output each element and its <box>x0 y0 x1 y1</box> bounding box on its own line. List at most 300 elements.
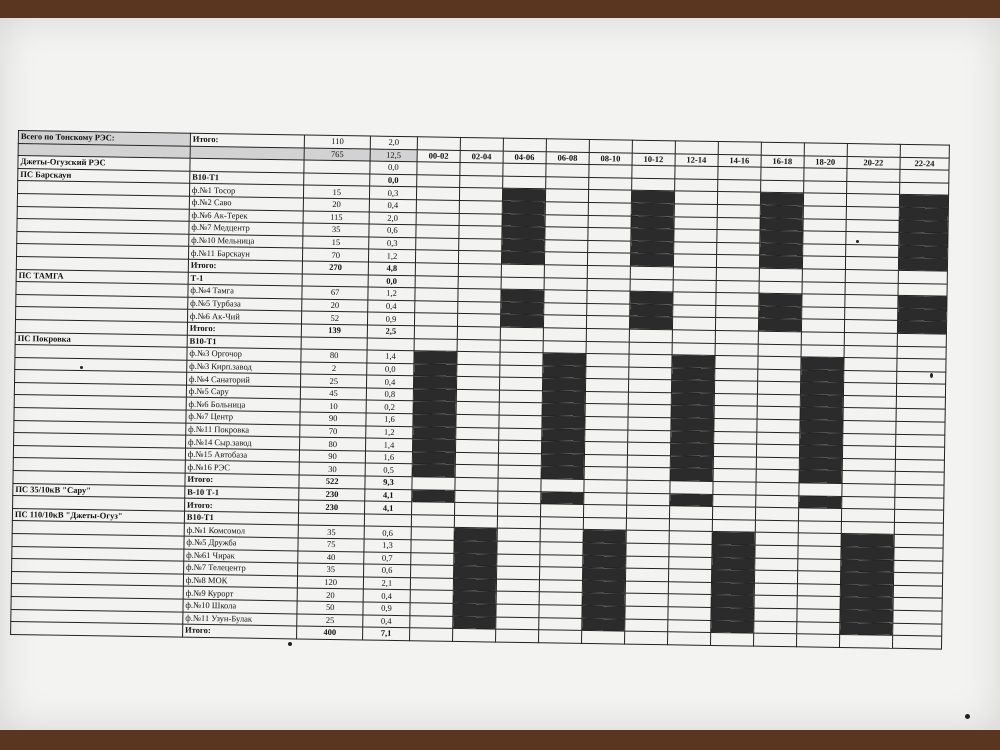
time-slot-cell <box>454 515 497 528</box>
time-slot-cell <box>584 479 627 492</box>
feeder-load: 67 <box>302 286 368 300</box>
outage-slot-cell <box>760 230 803 243</box>
outage-slot-cell <box>800 370 843 383</box>
outage-slot-cell <box>899 233 948 246</box>
feeder-pct: 0,3 <box>369 186 416 199</box>
time-slot-cell <box>625 568 668 581</box>
bus-name: В10-Т1 <box>184 511 299 525</box>
time-slot-cell <box>672 317 715 330</box>
outage-slot-cell <box>711 595 754 608</box>
time-slot-cell <box>894 497 943 510</box>
time-slot-cell <box>674 179 717 192</box>
time-slot-cell <box>802 294 845 307</box>
feeder-load: 15 <box>304 185 370 199</box>
time-slot-cell <box>893 585 942 598</box>
feeder-load: 35 <box>298 563 364 577</box>
time-slot-cell <box>539 592 582 605</box>
time-slot-cell <box>415 263 458 276</box>
total-load: 110 <box>305 135 371 149</box>
feeder-pct: 0,4 <box>366 375 413 388</box>
time-slot-cell <box>755 520 798 533</box>
time-slot-cell <box>757 394 800 407</box>
feeder-load: 15 <box>303 236 369 250</box>
outage-slot-cell <box>453 616 496 629</box>
time-slot-cell <box>756 457 799 470</box>
time-slot-cell <box>455 452 498 465</box>
outage-slot-cell <box>670 430 713 443</box>
outage-slot-cell <box>583 542 626 555</box>
time-slot-cell <box>841 521 894 534</box>
time-slot-cell <box>843 408 896 421</box>
time-slot-cell <box>669 506 712 519</box>
outage-slot-cell <box>759 293 802 306</box>
time-slot-cell <box>798 533 841 546</box>
time-slot-cell <box>673 267 716 280</box>
time-slot-cell <box>459 238 502 251</box>
time-slot-cell <box>414 326 457 339</box>
time-slot-cell <box>503 176 546 189</box>
time-slot-cell <box>581 631 624 644</box>
time-slot-cell <box>754 608 797 621</box>
time-slot-cell <box>624 631 667 644</box>
time-slot-cell <box>714 393 757 406</box>
time-slot-cell <box>757 407 800 420</box>
time-slot-cell <box>712 507 755 520</box>
time-slot-cell <box>588 190 631 203</box>
time-slot-cell <box>892 635 941 648</box>
time-slot-cell <box>894 560 943 573</box>
time-slot-cell <box>893 610 942 623</box>
itogo-label: Итого: <box>187 322 302 336</box>
time-slot-cell <box>586 328 629 341</box>
feeder-load: 25 <box>301 374 367 388</box>
outage-slot-cell <box>712 544 755 557</box>
feeder-pct: 0,4 <box>369 199 416 212</box>
time-slot-cell <box>545 189 588 202</box>
time-slot-cell <box>798 546 841 559</box>
time-slot-cell <box>412 477 455 490</box>
outage-slot-cell <box>502 201 545 214</box>
time-slot-cell <box>627 442 670 455</box>
time-slot-cell <box>758 356 801 369</box>
time-slot-cell <box>756 432 799 445</box>
time-slot-header: 12-14 <box>675 153 718 166</box>
outage-slot-cell <box>800 382 843 395</box>
outage-slot-cell <box>899 220 948 233</box>
feeder-name: ф.№11 Барскаун <box>188 247 303 261</box>
outage-slot-cell <box>453 566 496 579</box>
time-slot-cell <box>844 307 897 320</box>
time-slot-cell <box>546 164 589 177</box>
time-slot-cell <box>625 581 668 594</box>
feeder-load: 20 <box>298 588 364 602</box>
time-slot-cell <box>497 528 540 541</box>
time-slot-cell <box>718 167 761 180</box>
time-slot-cell <box>588 215 631 228</box>
time-slot-cell <box>675 141 718 154</box>
time-slot-cell <box>802 269 845 282</box>
time-slot-cell <box>714 406 757 419</box>
bus-pct: 0,0 <box>370 174 417 187</box>
outage-slot-cell <box>454 553 497 566</box>
time-slot-cell <box>460 163 503 176</box>
substation-name: ПС Покровка <box>15 332 187 347</box>
time-slot-cell <box>545 214 588 227</box>
grand-pct: 12,5 <box>370 149 417 162</box>
time-slot-cell <box>801 319 844 332</box>
time-slot-cell <box>545 227 588 240</box>
outage-slot-cell <box>412 489 455 502</box>
itogo-pct: 2,5 <box>367 325 414 338</box>
time-slot-cell <box>896 421 945 434</box>
time-slot-cell <box>717 217 760 230</box>
time-slot-cell <box>669 519 712 532</box>
time-slot-cell <box>761 142 804 155</box>
feeder-pct: 1,4 <box>365 438 412 451</box>
time-slot-header: 00-02 <box>417 149 460 162</box>
outage-slot-cell <box>669 493 712 506</box>
time-slot-cell <box>454 503 497 516</box>
time-slot-cell <box>627 480 670 493</box>
itogo-load: 270 <box>303 261 369 275</box>
time-slot-cell <box>587 291 630 304</box>
feeder-pct: 1,4 <box>367 350 414 363</box>
time-slot-cell <box>501 264 544 277</box>
time-slot-cell <box>803 231 846 244</box>
outage-slot-cell <box>897 308 946 321</box>
time-slot-cell <box>670 481 713 494</box>
time-slot-cell <box>539 605 582 618</box>
time-slot-cell <box>498 466 541 479</box>
time-slot-cell <box>796 621 839 634</box>
bus-pct: 4,1 <box>365 489 412 502</box>
time-slot-cell <box>756 444 799 457</box>
time-slot-cell <box>713 444 756 457</box>
time-slot-cell <box>457 339 500 352</box>
outage-slot-cell <box>582 605 625 618</box>
time-slot-cell <box>672 342 715 355</box>
time-slot-cell <box>455 477 498 490</box>
time-slot-cell <box>900 144 949 157</box>
itogo-pct: 9,3 <box>365 476 412 489</box>
time-slot-cell <box>544 302 587 315</box>
bus-load <box>303 274 369 288</box>
time-slot-cell <box>716 267 759 280</box>
time-slot-cell <box>846 181 899 194</box>
time-slot-cell <box>896 384 945 397</box>
res-name: Джеты-Огузский РЭС <box>18 156 190 171</box>
time-slot-cell <box>900 170 949 183</box>
outage-slot-cell <box>898 258 947 271</box>
time-slot-cell <box>584 442 627 455</box>
feeder-name: ф.№4 Тамга <box>188 284 303 298</box>
time-slot-cell <box>845 232 898 245</box>
time-slot-cell <box>668 556 711 569</box>
feeder-pct: 0,9 <box>363 602 410 615</box>
feeder-name: ф.№6 Больница <box>186 398 301 412</box>
time-slot-cell <box>632 140 675 153</box>
outage-slot-cell <box>840 609 893 622</box>
time-slot-cell <box>803 168 846 181</box>
time-slot-cell <box>411 502 454 515</box>
time-slot-cell <box>539 580 582 593</box>
itogo-pct: 4,8 <box>368 262 415 275</box>
time-slot-cell <box>459 213 502 226</box>
time-slot-cell <box>627 455 670 468</box>
time-slot-cell <box>669 544 712 557</box>
itogo-label: Итого: <box>188 259 303 273</box>
time-slot-cell <box>629 329 672 342</box>
time-slot-cell <box>717 179 760 192</box>
time-slot-cell <box>754 583 797 596</box>
time-slot-cell <box>753 633 796 646</box>
time-slot-cell <box>458 263 501 276</box>
time-slot-cell <box>714 419 757 432</box>
feeder-name: ф.№5 Дружба <box>184 536 299 550</box>
time-slot-cell <box>845 244 898 257</box>
time-slot-cell <box>628 379 671 392</box>
outage-slot-cell <box>502 226 545 239</box>
outage-slot-cell <box>543 365 586 378</box>
time-slot-cell <box>895 459 944 472</box>
outage-slot-cell <box>502 188 545 201</box>
time-slot-cell <box>458 276 501 289</box>
outage-slot-cell <box>841 546 894 559</box>
time-slot-cell <box>589 165 632 178</box>
time-slot-cell <box>839 635 892 648</box>
time-slot-cell <box>668 607 711 620</box>
outage-slot-cell <box>582 618 625 631</box>
time-slot-cell <box>545 240 588 253</box>
time-slot-cell <box>712 519 755 532</box>
feeder-pct: 0,4 <box>363 589 410 602</box>
time-slot-cell <box>587 253 630 266</box>
outage-slot-cell <box>799 432 842 445</box>
feeder-load: 20 <box>304 198 370 212</box>
time-slot-cell <box>416 212 459 225</box>
outage-slot-cell <box>413 426 456 439</box>
time-slot-cell <box>802 256 845 269</box>
time-slot-cell <box>410 603 453 616</box>
time-slot-cell <box>626 556 669 569</box>
time-slot-cell <box>625 619 668 632</box>
bus-name: В-10 Т-1 <box>185 486 300 500</box>
time-slot-cell <box>588 228 631 241</box>
time-slot-cell <box>540 517 583 530</box>
outage-slot-cell <box>631 203 674 216</box>
outage-slot-cell <box>500 314 543 327</box>
time-slot-cell <box>893 598 942 611</box>
outage-slot-cell <box>711 557 754 570</box>
time-slot-cell <box>410 578 453 591</box>
outage-slot-cell <box>840 597 893 610</box>
outage-slot-cell <box>582 580 625 593</box>
time-slot-cell <box>895 472 944 485</box>
feeder-load: 90 <box>300 450 366 464</box>
time-slot-cell <box>626 543 669 556</box>
time-slot-cell <box>503 163 546 176</box>
itogo-label: Итого: <box>185 473 300 487</box>
time-slot-cell <box>896 396 945 409</box>
time-slot-header: 02-04 <box>460 150 503 163</box>
time-slot-cell <box>715 330 758 343</box>
time-slot-cell <box>715 343 758 356</box>
time-slot-cell <box>497 516 540 529</box>
time-slot-cell <box>754 558 797 571</box>
time-slot-cell <box>456 377 499 390</box>
time-slot-cell <box>712 494 755 507</box>
time-slot-header: 06-08 <box>546 151 589 164</box>
paper-sheet <box>0 18 1000 730</box>
feeder-pct: 0,6 <box>363 564 410 577</box>
time-slot-cell <box>456 402 499 415</box>
time-slot-cell <box>455 440 498 453</box>
time-slot-cell <box>496 591 539 604</box>
outage-slot-cell <box>670 443 713 456</box>
time-slot-cell <box>628 392 671 405</box>
time-slot-cell <box>716 293 759 306</box>
time-slot-cell <box>757 419 800 432</box>
time-slot-cell <box>667 619 710 632</box>
time-slot-cell <box>716 280 759 293</box>
time-slot-cell <box>415 250 458 263</box>
time-slot-cell <box>673 292 716 305</box>
outage-slot-cell <box>840 572 893 585</box>
total-label-cell: Всего по Тонскому РЭС: <box>18 131 190 146</box>
feeder-load: 80 <box>300 437 366 451</box>
time-slot-cell <box>841 496 894 509</box>
ink-speck <box>80 366 83 369</box>
outage-slot-cell <box>899 195 948 208</box>
time-slot-cell <box>410 565 453 578</box>
time-slot-cell <box>455 465 498 478</box>
itogo-pct: 7,1 <box>362 627 409 640</box>
time-slot-cell <box>894 510 943 523</box>
outage-slot-cell <box>897 321 946 334</box>
time-slot-cell <box>757 369 800 382</box>
time-slot-cell <box>713 456 756 469</box>
outage-slot-cell <box>759 256 802 269</box>
time-slot-cell <box>627 430 670 443</box>
blank-cell <box>11 622 183 637</box>
time-slot-cell <box>457 314 500 327</box>
time-slot-cell <box>411 552 454 565</box>
outage-slot-cell <box>899 207 948 220</box>
outage-slot-cell <box>630 253 673 266</box>
time-slot-cell <box>757 381 800 394</box>
time-slot-cell <box>625 606 668 619</box>
time-slot-cell <box>583 505 626 518</box>
outage-slot-cell <box>501 251 544 264</box>
time-slot-cell <box>411 540 454 553</box>
time-slot-cell <box>417 175 460 188</box>
time-slot-cell <box>843 358 896 371</box>
time-slot-cell <box>587 240 630 253</box>
time-slot-cell <box>496 579 539 592</box>
feeder-name: ф.№3 Кирп.завод <box>187 360 302 374</box>
bus-pct <box>364 514 411 527</box>
time-slot-cell <box>718 141 761 154</box>
outage-slot-cell <box>631 228 674 241</box>
feeder-load: 10 <box>301 399 367 413</box>
outage-slot-cell <box>541 466 584 479</box>
time-slot-cell <box>632 165 675 178</box>
time-slot-cell <box>797 584 840 597</box>
bus-pct <box>367 338 414 351</box>
time-slot-cell <box>626 493 669 506</box>
time-slot-cell <box>497 503 540 516</box>
outage-slot-cell <box>414 351 457 364</box>
head-pct: 0,0 <box>370 161 417 174</box>
time-slot-cell <box>544 290 587 303</box>
time-slot-cell <box>628 367 671 380</box>
time-slot-cell <box>458 301 501 314</box>
time-slot-cell <box>416 238 459 251</box>
time-slot-cell <box>801 307 844 320</box>
feeder-load: 40 <box>298 551 364 565</box>
time-slot-cell <box>797 596 840 609</box>
feeder-name: ф.№7 Центр <box>186 410 301 424</box>
outage-slot-cell <box>710 620 753 633</box>
time-slot-cell <box>754 570 797 583</box>
outage-slot-cell <box>630 241 673 254</box>
feeder-pct: 1,6 <box>365 451 412 464</box>
time-slot-cell <box>543 315 586 328</box>
time-slot-cell <box>716 242 759 255</box>
time-slot-cell <box>497 541 540 554</box>
outage-slot-cell <box>800 407 843 420</box>
outage-slot-cell <box>542 403 585 416</box>
feeder-load: 50 <box>297 601 363 615</box>
feeder-pct: 0,4 <box>363 615 410 628</box>
time-slot-cell <box>629 354 672 367</box>
time-slot-cell <box>417 162 460 175</box>
feeder-pct: 0,3 <box>369 237 416 250</box>
time-slot-cell <box>410 590 453 603</box>
time-slot-cell <box>673 254 716 267</box>
time-slot-cell <box>669 531 712 544</box>
outage-slot-cell <box>759 243 802 256</box>
feeder-pct: 0,6 <box>364 526 411 539</box>
itogo-load: 230 <box>299 500 365 514</box>
bus-load <box>302 336 368 350</box>
grand-load: 765 <box>305 148 371 162</box>
outage-slot-cell <box>839 622 892 635</box>
time-slot-cell <box>543 328 586 341</box>
outage-slot-cell <box>582 593 625 606</box>
time-slot-cell <box>759 281 802 294</box>
time-slot-cell <box>899 182 948 195</box>
outage-slot-cell <box>542 378 585 391</box>
time-slot-cell <box>710 633 753 646</box>
time-slot-cell <box>538 630 581 643</box>
time-slot-cell <box>416 187 459 200</box>
outage-slot-cell <box>671 367 714 380</box>
outage-slot-cell <box>671 418 714 431</box>
blank-cell <box>304 160 370 174</box>
feeder-load: 120 <box>298 576 364 590</box>
time-slot-cell <box>803 206 846 219</box>
time-slot-cell <box>845 257 898 270</box>
outage-slot-cell <box>898 245 947 258</box>
time-slot-cell <box>541 479 584 492</box>
time-slot-cell <box>411 527 454 540</box>
time-slot-cell <box>410 615 453 628</box>
time-slot-cell <box>457 364 500 377</box>
time-slot-cell <box>802 244 845 257</box>
outage-slot-cell <box>840 559 893 572</box>
time-slot-cell <box>458 289 501 302</box>
